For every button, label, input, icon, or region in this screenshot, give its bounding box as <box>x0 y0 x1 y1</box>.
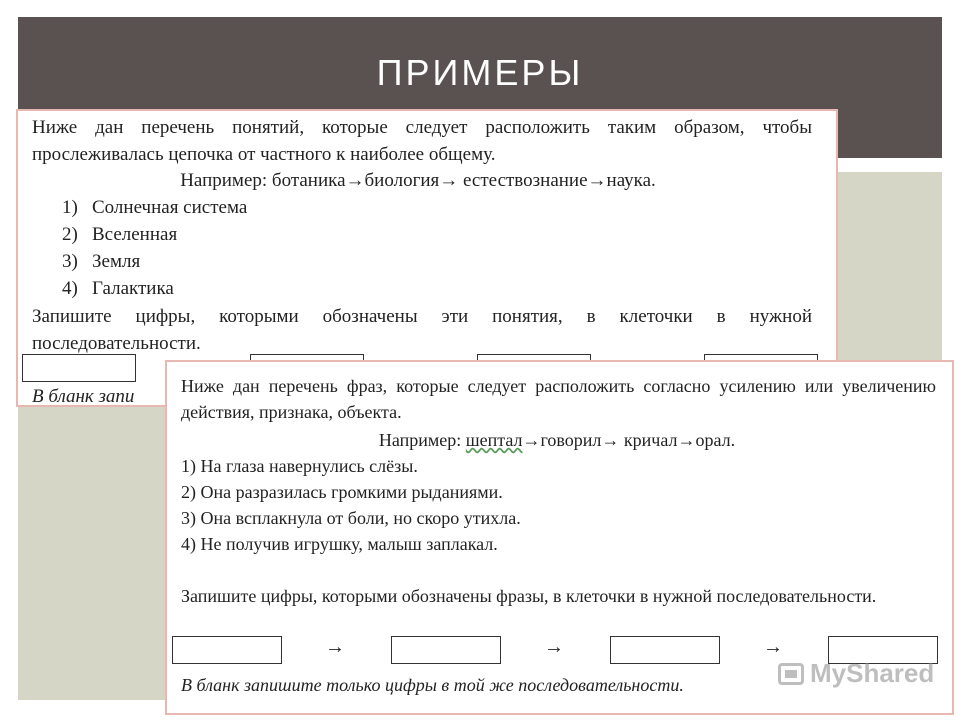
item-number: 4) <box>62 278 78 299</box>
slide-title: ПРИМЕРЫ <box>376 52 584 93</box>
list-item: 4) Не получив игрушку, малыш заплакал. <box>181 534 498 554</box>
card1-footnote: В бланк запи <box>32 386 135 407</box>
list-item <box>62 221 177 248</box>
list-item <box>62 248 140 275</box>
presentation-icon <box>778 663 804 685</box>
list-item: 1) На глаза навернулись слёзы. <box>181 456 418 476</box>
arrow-icon: → <box>544 636 564 658</box>
card1-task: Запишите цифры, которыми обозначены эти понятия, в клеточки в нужной последовательности. <box>32 306 812 354</box>
list-item: 2) Она разразилась громкими рыданиями. <box>181 482 503 502</box>
item-text: Солнечная система <box>92 197 248 218</box>
example-word: шептал <box>465 430 523 450</box>
card2-example <box>167 427 947 453</box>
item-text: Галактика <box>92 278 174 299</box>
example-rest: →говорил→ кричал→орал. <box>522 430 736 450</box>
list-item: 3) Она всплакнула от боли, но скоро утихла. <box>181 508 521 528</box>
item-number: 3) <box>62 251 78 272</box>
answer-box-3[interactable] <box>610 636 720 664</box>
card2-task: Запишите цифры, которыми обозначены фразы, в клеточки в нужной последовательности. <box>181 586 877 606</box>
item-text: Земля <box>92 251 141 272</box>
answer-box-1[interactable] <box>172 636 282 664</box>
arrow-icon: → <box>763 636 783 658</box>
card1-instruction: Ниже дан перечень понятий, которые следует расположить таким образом, чтобы прослеживалась цепочка от частного к наиболее общему. <box>32 117 812 165</box>
watermark-text: MyShared <box>810 658 935 688</box>
watermark <box>778 658 934 689</box>
card2-instruction: Ниже дан перечень фраз, которые следует расположить согласно усилению или увеличению действия, признака, объекта. <box>181 376 936 422</box>
list-item <box>62 194 247 221</box>
list-item <box>62 275 174 302</box>
item-number: 2) <box>62 224 78 245</box>
card1-example: Например: ботаника→биология→ естествознание→наука. <box>180 170 656 191</box>
item-text: Вселенная <box>92 224 178 245</box>
answer-box-1[interactable] <box>22 354 136 382</box>
item-number: 1) <box>62 197 78 218</box>
card2-footnote: В бланк запишите только цифры в той же последовательности. <box>181 675 684 695</box>
answer-box-2[interactable] <box>391 636 501 664</box>
example-prefix: Например: <box>378 430 466 450</box>
arrow-icon: → <box>325 636 345 658</box>
